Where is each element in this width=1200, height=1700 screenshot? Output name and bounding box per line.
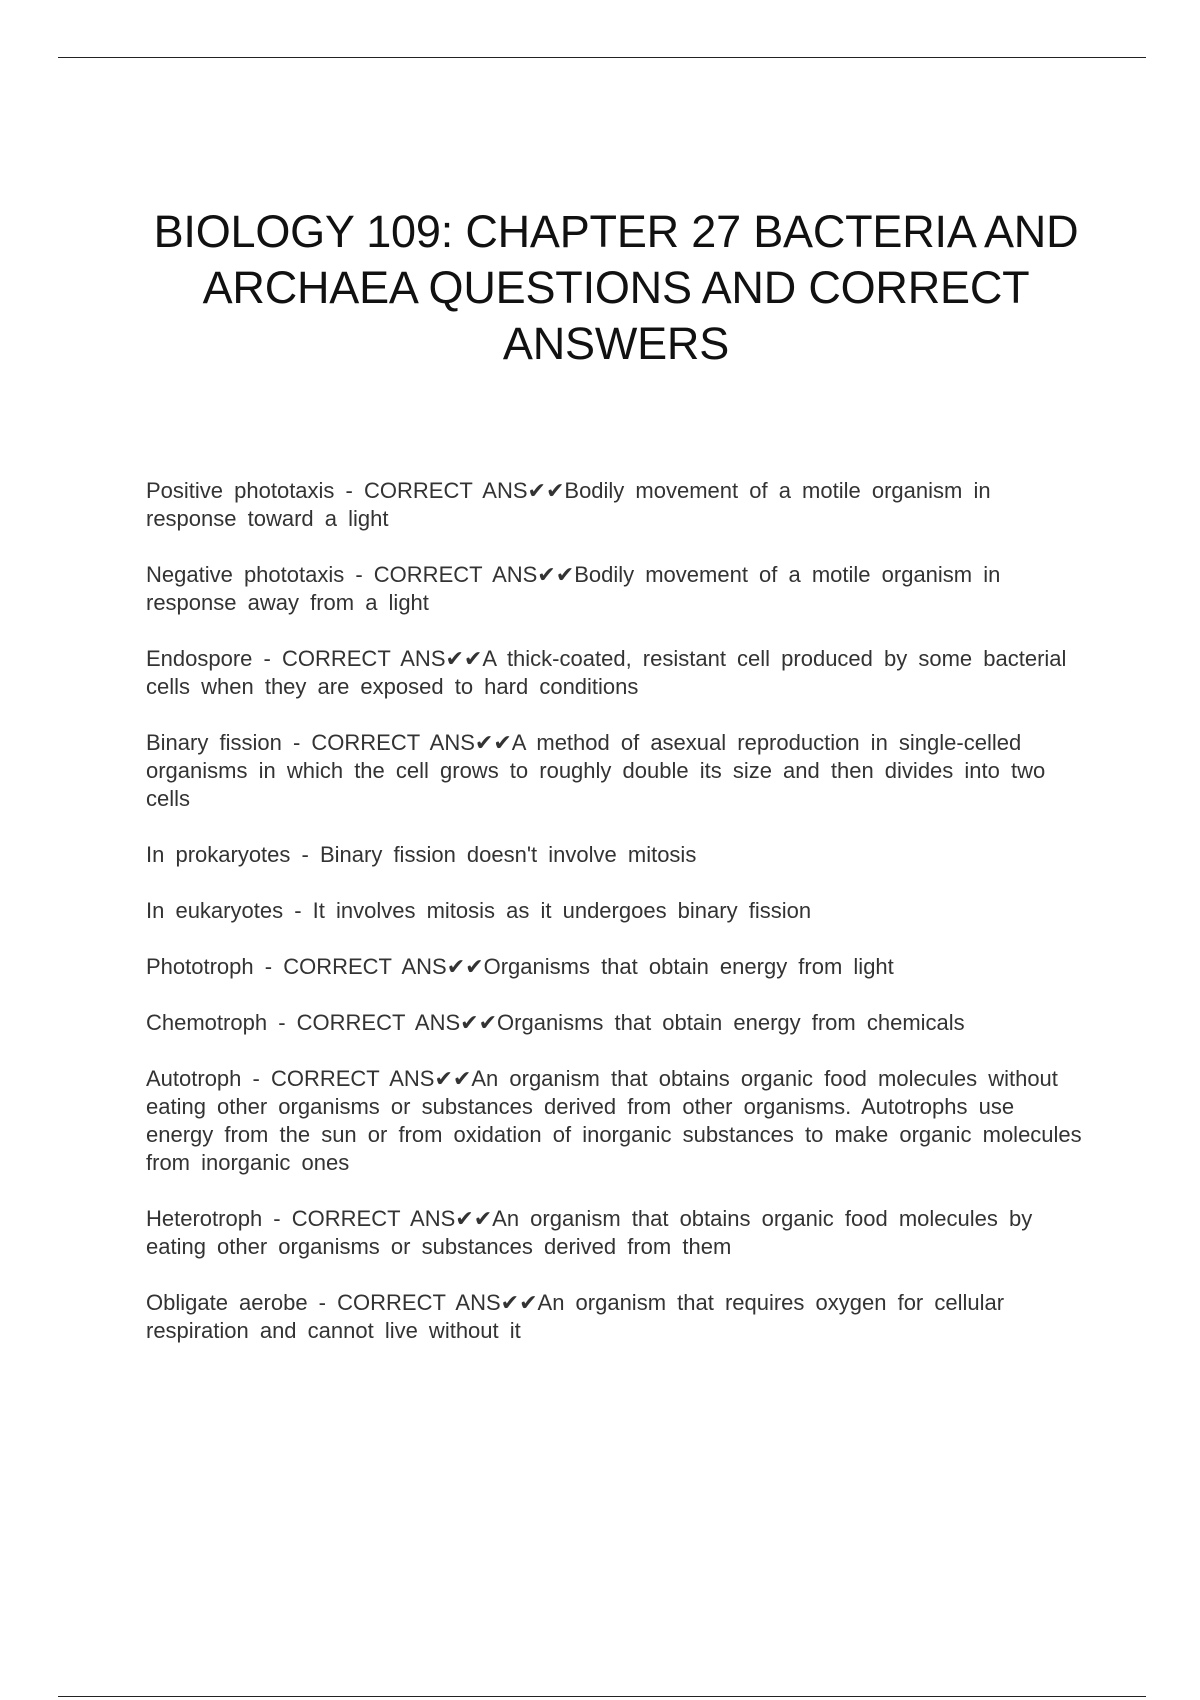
header-rule <box>58 57 1146 58</box>
qa-separator: - <box>290 842 320 867</box>
qa-entry-obligate-aerobe <box>146 1289 1086 1345</box>
correct-answer-marker: CORRECT ANS✔✔ <box>373 562 575 587</box>
qa-entry-chemotroph <box>146 1009 1086 1037</box>
correct-answer-marker: CORRECT ANS✔✔ <box>291 1206 493 1231</box>
qa-entry-in-eukaryotes <box>146 897 1086 925</box>
qa-answer: An organism that requires oxygen for cellular respiration and cannot live without it <box>146 1290 1005 1343</box>
qa-separator: - <box>283 898 313 923</box>
qa-answer: Binary fission doesn't involve mitosis <box>319 842 697 867</box>
qa-term: Heterotroph <box>146 1206 263 1231</box>
correct-answer-marker: CORRECT ANS✔✔ <box>296 1010 498 1035</box>
qa-answer: Organisms that obtain energy from chemicals <box>497 1010 965 1035</box>
qa-separator: - <box>241 1066 271 1091</box>
qa-list <box>146 477 1086 1373</box>
qa-term: Endospore <box>146 646 253 671</box>
qa-separator: - <box>344 562 374 587</box>
qa-separator: - <box>267 1010 297 1035</box>
qa-answer: Organisms that obtain energy from light <box>483 954 894 979</box>
qa-separator: - <box>334 478 364 503</box>
qa-answer: Bodily movement of a motile organism in response away from a light <box>146 562 1001 615</box>
qa-separator: - <box>307 1290 338 1315</box>
qa-term: Phototroph <box>146 954 254 979</box>
qa-term: Binary fission <box>146 730 282 755</box>
qa-entry-positive-phototaxis <box>146 477 1086 533</box>
qa-separator: - <box>281 730 312 755</box>
qa-term: Obligate aerobe <box>146 1290 308 1315</box>
correct-answer-marker: CORRECT ANS✔✔ <box>281 646 483 671</box>
correct-answer-marker: CORRECT ANS✔✔ <box>364 478 565 503</box>
correct-answer-marker: CORRECT ANS✔✔ <box>311 730 512 755</box>
footer-rule <box>58 1696 1146 1697</box>
qa-entry-heterotroph <box>146 1205 1086 1261</box>
qa-answer: Bodily movement of a motile organism in response toward a light <box>146 478 991 531</box>
document-title: BIOLOGY 109: CHAPTER 27 BACTERIA AND ARCHAEA QUESTIONS AND CORRECT ANSWERS <box>153 206 1079 369</box>
correct-answer-marker: CORRECT ANS✔✔ <box>270 1066 472 1091</box>
qa-separator: - <box>252 646 282 671</box>
qa-term: Chemotroph <box>146 1010 268 1035</box>
qa-term: In eukaryotes <box>146 898 284 923</box>
qa-answer: A method of asexual reproduction in single-celled organisms in which the cell grows to roughly double its size and then divides into two cells <box>146 730 1046 811</box>
qa-entry-phototroph <box>146 953 1086 981</box>
qa-entry-in-prokaryotes <box>146 841 1086 869</box>
qa-entry-autotroph <box>146 1065 1086 1177</box>
correct-answer-marker: CORRECT ANS✔✔ <box>337 1290 538 1315</box>
qa-entry-endospore <box>146 645 1086 701</box>
qa-term: Negative phototaxis <box>146 562 345 587</box>
qa-separator: - <box>253 954 284 979</box>
correct-answer-marker: CORRECT ANS✔✔ <box>283 954 484 979</box>
qa-answer: An organism that obtains organic food molecules by eating other organisms or substances derived from them <box>146 1206 1033 1259</box>
qa-answer: A thick-coated, resistant cell produced by some bacterial cells when they are exposed to hard conditions <box>146 646 1067 699</box>
qa-entry-binary-fission <box>146 729 1086 813</box>
qa-answer: An organism that obtains organic food molecules without eating other organisms or substances derived from other organisms. Autotrophs use energy from the sun or from oxidation of inorganic substances to make organic molecules from inorganic ones <box>146 1066 1082 1175</box>
qa-entry-negative-phototaxis <box>146 561 1086 617</box>
qa-term: In prokaryotes <box>146 842 291 867</box>
qa-term: Autotroph <box>146 1066 242 1091</box>
qa-term: Positive phototaxis <box>146 478 335 503</box>
qa-separator: - <box>262 1206 292 1231</box>
qa-answer: It involves mitosis as it undergoes binary fission <box>312 898 812 923</box>
